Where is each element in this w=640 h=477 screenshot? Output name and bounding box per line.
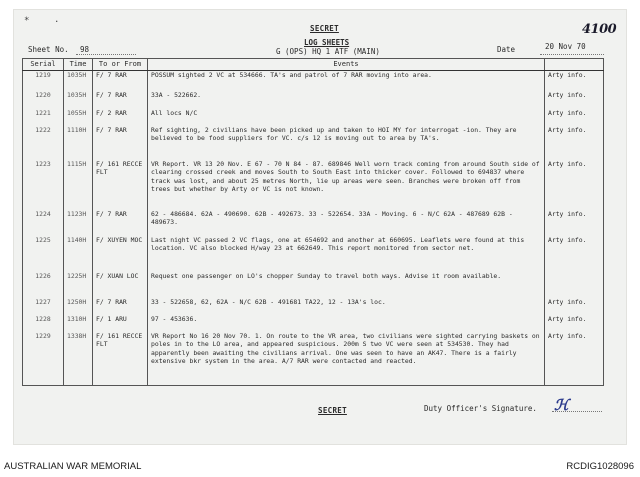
time-cell: 1035H bbox=[64, 91, 93, 109]
from-cell: F/ 7 RAR bbox=[93, 126, 148, 160]
log-row bbox=[23, 91, 604, 109]
time-cell: 1338H bbox=[64, 332, 93, 386]
date-underline bbox=[540, 54, 604, 55]
footer-record-id: RCDIG1028096 bbox=[566, 461, 634, 472]
sheet-number-underline bbox=[76, 54, 136, 55]
footer-archive-name: AUSTRALIAN WAR MEMORIAL bbox=[4, 461, 142, 472]
time-cell: 1140H bbox=[64, 236, 93, 272]
event-cell: 33 - 522658, 62, 62A - N/C 62B - 491681 TA22, 12 - 13A's loc. bbox=[148, 298, 545, 315]
log-row bbox=[23, 298, 604, 315]
serial-cell: 1220 bbox=[23, 91, 64, 109]
serial-cell: 1223 bbox=[23, 160, 64, 210]
margin-dot: . bbox=[54, 15, 60, 25]
serial-cell: 1224 bbox=[23, 210, 64, 236]
event-cell: VR Report. VR 13 20 Nov. E 67 - 70 N 84 - 87. 689846 Well worn track coming from around South side of clearing crossed creek and moves South to South East into thicker cover. Followed to 694837 where track was lost, and about 25 metres North, lie up areas were seen. Branches were broken off from trees but whether by Arty or VC is not known. bbox=[148, 160, 545, 210]
serial-cell: 1226 bbox=[23, 272, 64, 298]
event-cell: Last night VC passed 2 VC flags, one at 654692 and another at 660695. Leaflets were found at this location. VC also blocked H/way 23 at 662649. This report monitored from sector net. bbox=[148, 236, 545, 272]
action-cell: Arty info. bbox=[545, 109, 604, 126]
date-value: 20 Nov 70 bbox=[545, 42, 586, 51]
log-table bbox=[22, 58, 604, 386]
serial-cell: 1219 bbox=[23, 71, 64, 91]
log-title: LOG SHEETS bbox=[304, 38, 350, 47]
log-row bbox=[23, 160, 604, 210]
log-row bbox=[23, 315, 604, 332]
corner-mark: * bbox=[24, 16, 30, 26]
event-cell: All locs N/C bbox=[148, 109, 545, 126]
log-row bbox=[23, 236, 604, 272]
serial-cell: 1229 bbox=[23, 332, 64, 386]
time-cell: 1310H bbox=[64, 315, 93, 332]
time-cell: 1123H bbox=[64, 210, 93, 236]
event-cell: 62 - 486684. 62A - 490690. 62B - 492673. 33 - 522654. 33A - Moving. 6 - N/C 62A - 487689 62B - 489673. bbox=[148, 210, 545, 236]
date-label: Date bbox=[497, 45, 516, 54]
action-cell bbox=[545, 272, 604, 298]
from-cell: F/ XUAN LOC bbox=[93, 272, 148, 298]
from-cell: F/ 1 ARU bbox=[93, 315, 148, 332]
serial-cell: 1227 bbox=[23, 298, 64, 315]
time-cell: 1250H bbox=[64, 298, 93, 315]
event-cell: 97 - 453636. bbox=[148, 315, 545, 332]
serial-cell: 1222 bbox=[23, 126, 64, 160]
serial-cell: 1225 bbox=[23, 236, 64, 272]
log-table-header bbox=[23, 59, 604, 71]
action-cell: Arty info. bbox=[545, 332, 604, 386]
column-header-events: Events bbox=[148, 59, 545, 71]
from-cell: F/ 7 RAR bbox=[93, 91, 148, 109]
from-cell: F/ 2 RAR bbox=[93, 109, 148, 126]
action-cell: Arty info. bbox=[545, 210, 604, 236]
from-cell: F/ 7 RAR bbox=[93, 298, 148, 315]
event-cell: Ref sighting, 2 civilians have been picked up and taken to HOI MY for interrogat -ion. They are believed to be food suppliers for VC. c/s 12 is moving out to area by TA's. bbox=[148, 126, 545, 160]
from-cell: F/ 161 RECCE FLT bbox=[93, 332, 148, 386]
serial-cell: 1221 bbox=[23, 109, 64, 126]
action-cell: Arty info. bbox=[545, 91, 604, 109]
from-cell: F/ XUYEN MOC bbox=[93, 236, 148, 272]
handwritten-signature: ℋ bbox=[554, 396, 569, 414]
action-cell: Arty info. bbox=[545, 298, 604, 315]
action-cell: Arty info. bbox=[545, 236, 604, 272]
log-row bbox=[23, 272, 604, 298]
from-cell: F/ 7 RAR bbox=[93, 71, 148, 91]
from-cell: F/ 7 RAR bbox=[93, 210, 148, 236]
classification-top: SECRET bbox=[310, 24, 339, 33]
log-subtitle: G (OPS) HQ 1 ATF (MAIN) bbox=[276, 47, 380, 56]
log-row bbox=[23, 71, 604, 91]
action-cell: Arty info. bbox=[545, 71, 604, 91]
action-cell: Arty info. bbox=[545, 126, 604, 160]
log-row bbox=[23, 109, 604, 126]
column-header-action bbox=[545, 59, 604, 71]
event-cell: POSSUM sighted 2 VC at 534666. TA's and patrol of 7 RAR moving into area. bbox=[148, 71, 545, 91]
time-cell: 1055H bbox=[64, 109, 93, 126]
action-cell: Arty info. bbox=[545, 315, 604, 332]
log-row bbox=[23, 332, 604, 386]
from-cell: F/ 161 RECCE FLT bbox=[93, 160, 148, 210]
time-cell: 1110H bbox=[64, 126, 93, 160]
sheet-number-label: Sheet No. bbox=[28, 45, 69, 54]
column-header-serial: Serial bbox=[23, 59, 64, 71]
duty-officer-signature-label: Duty Officer's Signature. bbox=[424, 404, 537, 413]
serial-cell: 1228 bbox=[23, 315, 64, 332]
log-row bbox=[23, 210, 604, 236]
event-cell: VR Report No 16 20 Nov 70. 1. On route to the VR area, two civilians were sighted carrying baskets on poles in to the LO area, and appeared suspicious. 200m S two VC were seen at 534530. They had apparently been awaiting the civilians arrival. One was seen to have an AK47. There is a fairly extensive bkr system in the area. A/7 RAR were contacted and reacted. bbox=[148, 332, 545, 386]
column-header-from: To or From bbox=[93, 59, 148, 71]
time-cell: 1115H bbox=[64, 160, 93, 210]
time-cell: 1225H bbox=[64, 272, 93, 298]
action-cell: Arty info. bbox=[545, 160, 604, 210]
handwritten-folio-number: 4100 bbox=[582, 22, 617, 37]
event-cell: 33A - 522662. bbox=[148, 91, 545, 109]
column-header-time: Time bbox=[64, 59, 93, 71]
classification-bottom: SECRET bbox=[318, 406, 347, 415]
event-cell: Request one passenger on LO's chopper Sunday to travel both ways. Advise it room available. bbox=[148, 272, 545, 298]
time-cell: 1035H bbox=[64, 71, 93, 91]
log-row bbox=[23, 126, 604, 160]
sheet-number-value: 98 bbox=[80, 45, 90, 54]
